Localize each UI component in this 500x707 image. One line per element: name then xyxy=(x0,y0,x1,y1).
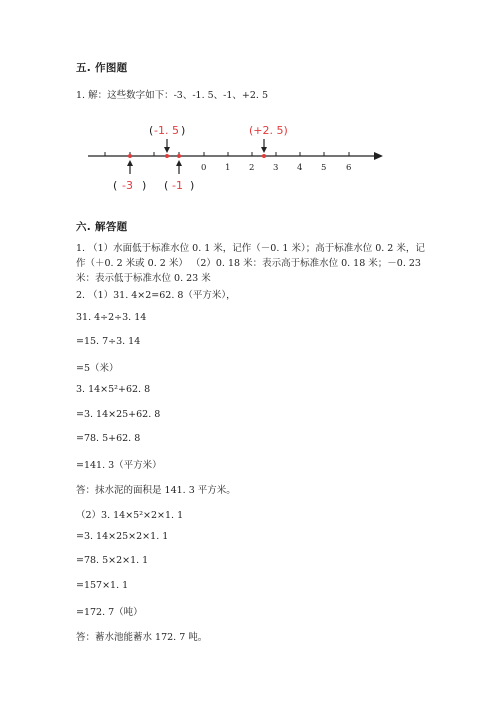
tick-label: 2 xyxy=(249,163,255,173)
arrowhead xyxy=(176,160,182,166)
answer-line: =3. 14×25×2×1. 1 xyxy=(76,531,169,542)
tick-label: 6 xyxy=(346,163,352,173)
number-line-diagram xyxy=(80,116,390,198)
label-close-paren: ) xyxy=(190,179,195,192)
answer-line: =141. 3（平方米） xyxy=(76,460,162,471)
label-open-paren: ( xyxy=(149,124,154,137)
label-minus-3: -3 xyxy=(122,179,133,192)
point-minus-1 xyxy=(177,154,181,158)
label-open-paren: ( xyxy=(164,179,169,192)
axis-arrowhead xyxy=(374,152,383,160)
point-minus-3 xyxy=(128,154,132,158)
tick-label: 5 xyxy=(321,163,327,173)
answer-line: =15. 7÷3. 14 xyxy=(76,336,141,347)
tick-label: 0 xyxy=(201,163,207,173)
answer-line-numbers: 1. 解：这些数字如下：-3、-1. 5、-1、+2. 5 xyxy=(76,90,269,101)
label-plus-2-5: (+2. 5) xyxy=(249,124,288,137)
answer-line: 2. （1）31. 4×2=62. 8（平方米）， xyxy=(76,290,236,301)
section-heading-answers: 六. 解答题 xyxy=(76,221,128,233)
label-minus-1-5: -1. 5 xyxy=(154,124,179,137)
tick-label: 4 xyxy=(297,163,303,173)
point-plus-2-5 xyxy=(262,154,266,158)
answer-line: =78. 5×2×1. 1 xyxy=(76,555,149,566)
answer-line: 答：蓄水池能蓄水 172. 7 吨。 xyxy=(76,632,208,643)
answer-line: 31. 4÷2÷3. 14 xyxy=(76,312,147,323)
answer-line: =5（米） xyxy=(76,363,119,374)
answer-line: =157×1. 1 xyxy=(76,580,129,591)
answer-line: 答：抹水泥的面积是 141. 3 平方米。 xyxy=(76,485,236,496)
tick-label: 1 xyxy=(225,163,231,173)
label-close-paren: ) xyxy=(142,179,147,192)
tick-label: 3 xyxy=(273,163,279,173)
arrowhead xyxy=(127,160,133,166)
answer-paragraph-1: 1. （1）水面低于标准水位 0. 1 米，记作（－0. 1 米）；高于标准水位 0. 2 米，记作（＋0. 2 米或 0. 2 米） （2）0. 18 米：表示高于标准水位 0. 18 米；－0. 23 米：表示低于标准水位 0. 23 米 xyxy=(76,243,425,284)
answer-line: 3. 14×5²+62. 8 xyxy=(76,384,151,395)
answer-line: =172. 7（吨） xyxy=(76,607,143,618)
label-close-paren: ) xyxy=(181,124,186,137)
label-open-paren: ( xyxy=(113,179,118,192)
label-minus-1: -1 xyxy=(172,179,183,192)
answer-line: =3. 14×25+62. 8 xyxy=(76,409,161,420)
point-minus-1-5 xyxy=(165,154,169,158)
answer-line: （2）3. 14×5²×2×1. 1 xyxy=(76,510,184,521)
arrowhead xyxy=(261,147,267,153)
answer-line: =78. 5+62. 8 xyxy=(76,433,141,444)
section-heading-drawing: 五. 作图题 xyxy=(76,62,128,74)
arrowhead xyxy=(164,147,170,153)
